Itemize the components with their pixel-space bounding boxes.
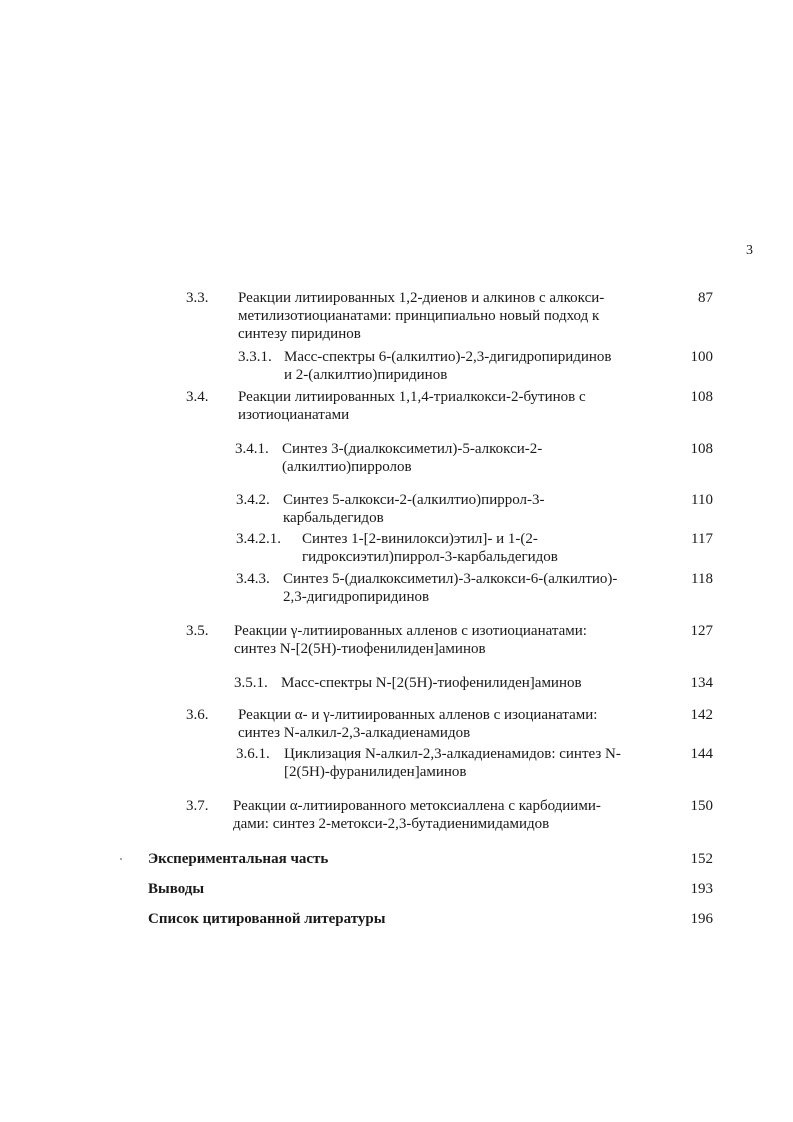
toc-entry-title: Масс-спектры N-[2(5H)-тиофенилиден]аминов — [281, 675, 582, 691]
toc-entry-title: Синтез 1-[2-винилокси)этил]- и 1-(2- гидроксиэтил)пиррол-3-карбальдегидов — [302, 531, 558, 565]
toc-entry-page: 142 — [690, 707, 713, 723]
toc-entry-title: Реакции α- и γ-литиированных алленов с изоцианатами: синтез N-алкил-2,3-алкадиенамидов — [238, 707, 598, 741]
toc-entry-3-5 — [0, 622, 793, 658]
toc-entry-title: Реакции литиированных 1,2-диенов и алкинов с алкокси- метилизотиоцианатами: принципиально новый подход к синтезу пиридинов — [238, 290, 605, 342]
toc-entry-title: Синтез 5-(диалкоксиметил)-3-алкокси-6-(алкилтио)- 2,3-дигидропиридинов — [283, 571, 618, 605]
toc-entry-number: 3.5. — [186, 623, 209, 639]
toc-entry-3-5-1 — [0, 674, 793, 692]
toc-entry-page: 127 — [690, 623, 713, 639]
toc-entry-page: 144 — [690, 746, 713, 762]
toc-entry-number: 3.7. — [186, 798, 209, 814]
toc-entry-page: 100 — [690, 349, 713, 365]
toc-entry-3-4-1 — [0, 440, 793, 476]
toc-section-title: Выводы — [148, 881, 205, 897]
toc-entry-3-3 — [0, 289, 793, 343]
toc-section-title: Список цитированной литературы — [148, 911, 386, 927]
toc-section-references — [0, 910, 793, 928]
toc-entry-number: 3.4.1. — [235, 441, 269, 457]
toc-entry-3-6 — [0, 706, 793, 742]
toc-entry-page: 87 — [698, 290, 713, 306]
toc-section-page: 152 — [690, 851, 713, 867]
toc-entry-3-7 — [0, 797, 793, 833]
toc-entry-title: Масс-спектры 6-(алкилтио)-2,3-дигидропиридинов и 2-(алкилтио)пиридинов — [284, 349, 612, 383]
toc-entry-page: 117 — [691, 531, 713, 547]
toc-entry-3-4-3 — [0, 570, 793, 606]
toc-section-page: 196 — [690, 911, 713, 927]
toc-entry-number: 3.5.1. — [234, 675, 268, 691]
page-number: 3 — [746, 243, 753, 258]
toc-entry-title: Циклизация N-алкил-2,3-алкадиенамидов: синтез N- [2(5H)-фуранилиден]аминов — [284, 746, 621, 780]
toc-entry-page: 108 — [690, 441, 713, 457]
toc-entry-title: Синтез 3-(диалкоксиметил)-5-алкокси-2- (алкилтио)пирролов — [282, 441, 543, 475]
toc-entry-title: Синтез 5-алкокси-2-(алкилтио)пиррол-3- карбальдегидов — [283, 492, 545, 526]
toc-entry-number: 3.4. — [186, 389, 209, 405]
toc-entry-number: 3.3. — [186, 290, 209, 306]
toc-entry-title: Реакции γ-литиированных алленов с изотиоцианатами: синтез N-[2(5H)-тиофенилиден]аминов — [234, 623, 587, 657]
toc-entry-number: 3.6.1. — [236, 746, 270, 762]
toc-entry-number: 3.4.2. — [236, 492, 270, 508]
toc-entry-title: Реакции литиированных 1,1,4-триалкокси-2-бутинов с изотиоцианатами — [238, 389, 586, 423]
toc-entry-3-6-1 — [0, 745, 793, 781]
toc-entry-number: 3.3.1. — [238, 349, 272, 365]
toc-entry-3-4-2-1 — [0, 530, 793, 566]
toc-entry-3-4 — [0, 388, 793, 424]
toc-entry-page: 108 — [690, 389, 713, 405]
toc-entry-page: 134 — [690, 675, 713, 691]
toc-entry-number: 3.4.3. — [236, 571, 270, 587]
toc-entry-title: Реакции α-литиированного метоксиаллена с карбодиими- дами: синтез 2-метокси-2,3-бутадиенимидамидов — [233, 798, 601, 832]
toc-entry-3-4-2 — [0, 491, 793, 527]
toc-entry-page: 150 — [690, 798, 713, 814]
toc-entry-3-3-1 — [0, 348, 793, 384]
toc-section-page: 193 — [690, 881, 713, 897]
toc-entry-number: 3.6. — [186, 707, 209, 723]
toc-section-title: Экспериментальная часть — [148, 851, 329, 867]
toc-section-experimental — [0, 850, 793, 868]
toc-section-conclusions — [0, 880, 793, 898]
toc-entry-number: 3.4.2.1. — [236, 531, 281, 547]
toc-entry-page: 118 — [691, 571, 713, 587]
toc-entry-page: 110 — [691, 492, 713, 508]
